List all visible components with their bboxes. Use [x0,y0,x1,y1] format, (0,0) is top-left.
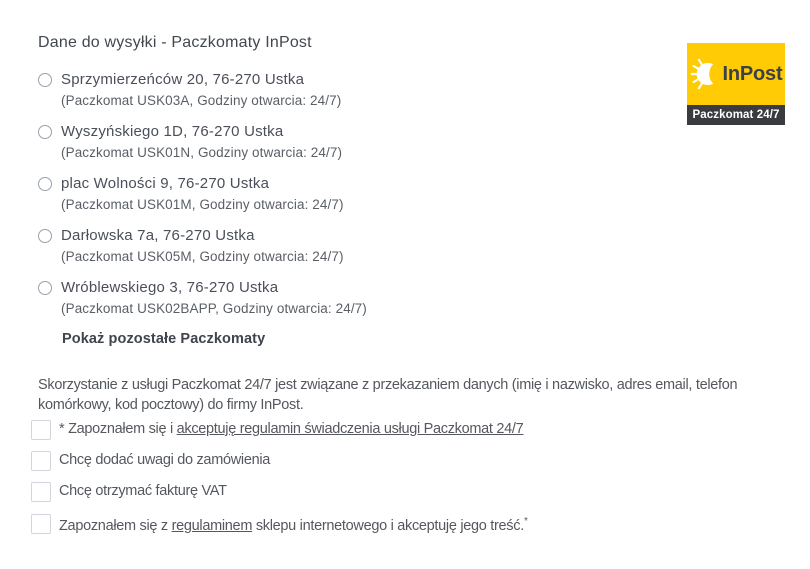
locker-radio-button[interactable] [38,281,52,295]
label-text: * Zapoznałem się i [59,421,177,437]
notice-line-2: komórkowy, kod pocztowy) do firmy InPost. [38,397,304,413]
inpost-logo [687,43,785,125]
terms-paczkomat-label[interactable] [59,420,523,439]
required-asterisk: * [523,516,528,527]
shop-terms-checkbox[interactable] [31,514,51,534]
locker-option[interactable] [38,71,780,109]
shop-terms-label[interactable] [59,512,528,536]
paczkomat-terms-link[interactable]: akceptuję regulamin świadczenia usługi Paczkomat 24/7 [176,421,524,437]
locker-option-label[interactable]: Wyszyńskiego 1D, 76-270 Ustka [61,123,284,140]
label-text: Zapoznałem się z [59,517,172,534]
locker-option-details: (Paczkomat USK01N, Godziny otwarcia: 24/7) [61,145,343,160]
locker-option-label[interactable]: Darłowska 7a, 76-270 Ustka [61,227,255,244]
locker-radio-button[interactable] [38,177,52,191]
shipping-section [38,0,780,546]
locker-radio-button[interactable] [38,73,52,87]
locker-option-details: (Paczkomat USK02BAPP, Godziny otwarcia: 24/7) [61,301,367,316]
terms-paczkomat-checkbox[interactable] [31,420,51,440]
inpost-sun-icon [690,55,722,93]
page-title: Dane do wysyłki - Paczkomaty InPost [38,34,312,51]
locker-options-list [38,71,780,317]
consents-list [38,419,780,536]
consent-row-vat-invoice[interactable] [31,481,780,502]
locker-radio-button[interactable] [38,125,52,139]
paczkomat-banner: Paczkomat 24/7 [687,105,785,125]
inpost-brand-text: InPost [722,62,783,85]
order-notes-checkbox[interactable] [31,451,51,471]
inpost-logo-yellow-panel [687,43,785,105]
vat-invoice-label[interactable] [59,482,227,501]
consent-row-order-notes[interactable] [31,450,780,471]
locker-option[interactable] [38,123,780,161]
shop-terms-link[interactable]: regulaminem [171,517,253,534]
consent-row-shop-terms[interactable] [31,512,780,536]
locker-option[interactable] [38,227,780,265]
locker-option-details: (Paczkomat USK03A, Godziny otwarcia: 24/7) [61,93,342,108]
vat-invoice-checkbox[interactable] [31,482,51,502]
label-text: sklepu internetowego i akceptuję jego treść. [252,517,524,534]
locker-option-details: (Paczkomat USK05M, Godziny otwarcia: 24/7) [61,249,344,264]
locker-option[interactable] [38,279,780,317]
consent-row-terms-paczkomat[interactable] [31,419,780,440]
locker-option-label[interactable]: plac Wolności 9, 76-270 Ustka [61,175,270,192]
locker-option-details: (Paczkomat USK01M, Godziny otwarcia: 24/7) [61,197,344,212]
order-notes-label[interactable] [59,451,270,470]
notice-line-1: Skorzystanie z usługi Paczkomat 24/7 jest związane z przekazaniem danych (imię i nazwisko, adres email, telefon [38,377,738,393]
label-text: Chcę otrzymać fakturę VAT [59,483,227,499]
label-text: Chcę dodać uwagi do zamówienia [59,452,271,468]
locker-radio-button[interactable] [38,229,52,243]
locker-option-label[interactable]: Wróblewskiego 3, 76-270 Ustka [61,279,279,296]
show-more-lockers-button[interactable]: Pokaż pozostałe Paczkomaty [62,331,266,347]
locker-option-label[interactable]: Sprzymierzeńców 20, 76-270 Ustka [61,71,305,88]
locker-option[interactable] [38,175,780,213]
inpost-data-notice [38,375,780,415]
